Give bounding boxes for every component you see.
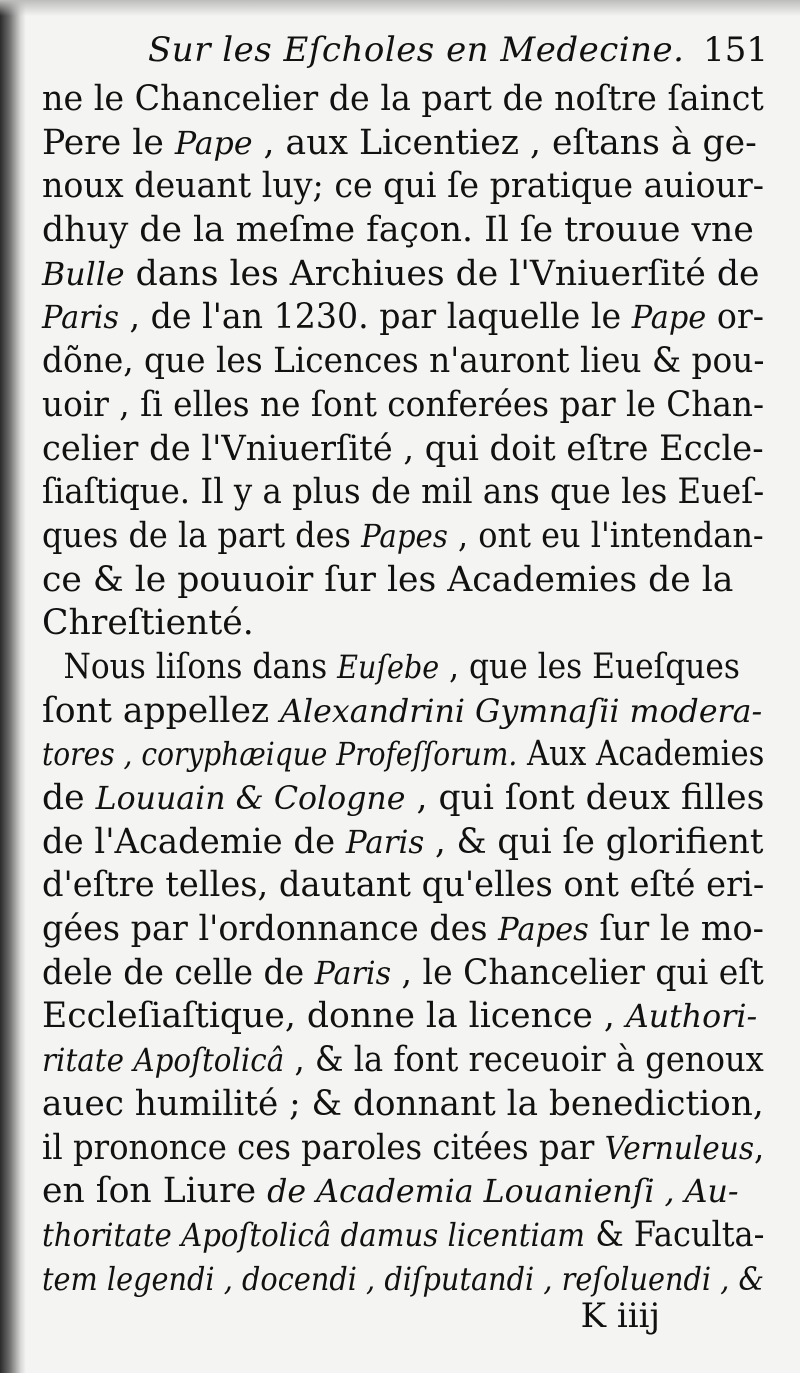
text-line (42, 1214, 765, 1258)
text-line (42, 78, 764, 122)
roman-text: or- (706, 297, 764, 338)
roman-text: d'eſtre telles, dautant qu'elles ont eſté eri- (42, 865, 765, 906)
roman-text: dhuy de la meſme façon. Il ſe trouue vne (42, 210, 754, 251)
italic-text: Vernuleus (604, 1128, 754, 1167)
text-line (42, 1083, 764, 1127)
text-line (42, 821, 764, 865)
text-line (42, 1039, 764, 1083)
roman-text: auec humilité ; & donnant la benediction, (42, 1083, 764, 1124)
top-edge-shadow (0, 0, 800, 16)
italic-text: Authori- (625, 997, 758, 1036)
italic-text: de Academia Louanienſi , Au- (267, 1172, 739, 1211)
roman-text: ne le Chancelier de la part de noſtre ſainct (42, 79, 764, 119)
roman-text: , de l'an 1230. par laquelle le (118, 297, 632, 338)
italic-text: Paris (345, 822, 425, 861)
roman-text: , & la font receuoir à genoux (284, 1040, 764, 1081)
roman-text: Nous liſons dans (63, 646, 338, 687)
roman-text: & Faculta- (585, 1214, 765, 1255)
roman-text: il prononce ces paroles citées par (42, 1127, 605, 1168)
italic-text: Paris (314, 953, 392, 992)
text-line (42, 995, 764, 1039)
roman-text: , le Chancelier qui eſt (391, 952, 764, 993)
text-line (42, 471, 765, 515)
text-line (42, 122, 764, 166)
text-line (42, 515, 764, 559)
roman-text: dele de celle de (42, 952, 315, 993)
italic-text: thoritate Apoſtolicâ damus licentiam (42, 1215, 586, 1254)
italic-text: ritate Apoſtolicâ (42, 1041, 285, 1080)
text-line (42, 296, 764, 340)
italic-text: Pape (631, 298, 707, 337)
roman-text: Pere le (42, 122, 175, 163)
roman-text: de l'Academie de (42, 821, 346, 862)
roman-text: ce & le pouuoir ſur les Academies de la (42, 559, 734, 600)
italic-text: Euſebe (337, 647, 440, 686)
italic-text: Alexandrini Gymnaſii modera- (280, 691, 763, 730)
text-line (42, 1258, 765, 1302)
roman-text: ques de la part des (42, 515, 362, 556)
roman-text: gées par l'ordonnance des (42, 909, 499, 950)
roman-text: , ont eu l'intendan- (447, 515, 764, 556)
italic-text: Bulle (42, 254, 125, 293)
roman-text: , (753, 1127, 765, 1168)
roman-text: Aux Academies (517, 734, 765, 775)
roman-text: dans les Archiues de l'Vniuerſité de (124, 253, 760, 294)
text-line (42, 602, 764, 646)
text-line (42, 646, 740, 690)
text-line (42, 340, 765, 384)
text-line (42, 864, 765, 908)
roman-text: , qui ſont deux filles (405, 778, 765, 818)
binding-shadow (0, 0, 26, 1373)
text-line (42, 952, 764, 996)
text-line (42, 1170, 764, 1214)
text-line (42, 165, 765, 209)
text-line (42, 428, 764, 472)
running-head: Sur les Eſcholes en Medecine. (148, 30, 685, 70)
page-number: 151 (703, 30, 768, 70)
roman-text: , aux Licentiez , eſtans à ge- (252, 122, 757, 163)
text-line (42, 908, 764, 952)
roman-text: ſiaſtique. Il y a plus de mil ans que les Eueſ- (42, 472, 765, 513)
italic-text: Louuain & Cologne (95, 779, 406, 817)
roman-text: ſont appellez (42, 690, 281, 731)
text-line (42, 777, 763, 821)
roman-text: celier de l'Vniuerſité , qui doit eſtre Eccle- (42, 428, 764, 469)
text-line (42, 253, 764, 297)
roman-text: , & qui ſe glorifient (424, 821, 764, 862)
roman-text: noux deuant luy; ce qui ſe pratique auiour- (42, 166, 765, 207)
text-line (42, 1127, 765, 1171)
italic-text: Paris (42, 298, 119, 337)
roman-text: de (42, 778, 96, 818)
text-line (42, 690, 764, 734)
roman-text: en ſon Liure (42, 1171, 268, 1212)
roman-text: ſur le mo- (588, 909, 764, 950)
roman-text: Eccleſiaſtique, donne la licence , (42, 996, 626, 1037)
roman-text: , que les Eueſques (439, 646, 740, 687)
italic-text: Papes (498, 910, 589, 949)
italic-text: tem legendi , docendi , diſputandi , reſoluendi , & (42, 1259, 765, 1298)
signature-mark: K iiij (580, 1296, 660, 1336)
italic-text: Papes (361, 516, 448, 555)
body-text (42, 78, 772, 1301)
italic-text: tores , coryphæique Profeſſorum. (42, 735, 518, 774)
text-line (42, 733, 765, 777)
text-line (42, 559, 764, 603)
roman-text: dõne, que les Licences n'auront lieu & pou- (42, 341, 765, 382)
italic-text: Pape (174, 123, 253, 162)
roman-text: Chreſtienté. (42, 603, 254, 644)
text-line (42, 384, 765, 428)
text-line (42, 209, 764, 253)
roman-text: uoir , ſi elles ne ſont conferées par le Chan- (42, 384, 765, 425)
